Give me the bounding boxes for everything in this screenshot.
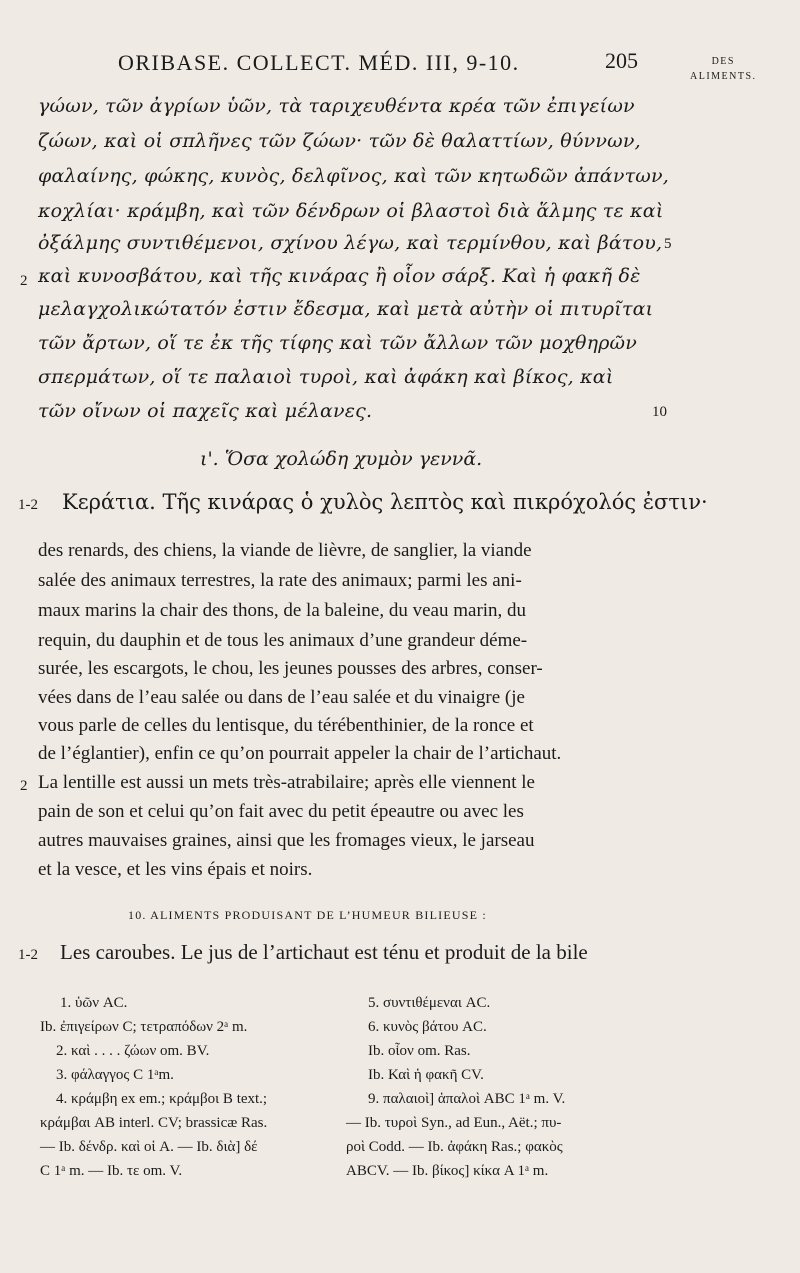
greek-line: τῶν οἴνων οἱ παχεῖς καὶ μέλανες.	[38, 400, 373, 422]
greek-line: σπερμάτων, οἵ τε παλαιοὶ τυροὶ, καὶ ἀφάκη καὶ βίκος, καὶ	[38, 366, 614, 388]
greek-line: κοχλίαι· κράμβη, καὶ τῶν δένδρων οἱ βλαστοὶ διὰ ἅλμης τε καὶ	[38, 200, 664, 222]
french-line: surée, les escargots, le chou, les jeunes pousses des arbres, conser-	[38, 658, 543, 679]
margin-heading	[690, 54, 757, 84]
footnote-right: 9. παλαιοὶ] ἁπαλοὶ ABC 1ᵃ m. V.	[368, 1091, 566, 1107]
footnote-right: Ib. οἷον om. Ras.	[368, 1043, 471, 1059]
greek-section-margin: 1-2	[18, 497, 38, 513]
footnote-left: κράμβαι AB interl. CV; brassicæ Ras.	[40, 1115, 268, 1131]
french-line: vous parle de celles du lentisque, du térébenthinier, de la ronce et	[38, 715, 534, 736]
greek-line: ζώων, καὶ οἱ σπλῆνες τῶν ζώων· τῶν δὲ θαλαττίων, θύννων,	[38, 130, 641, 152]
footnote-left: Ib. ἐπιγείρων C; τετραπόδων 2ᵃ m.	[40, 1019, 248, 1035]
french-section-margin: 1-2	[18, 947, 38, 963]
margin-heading-line-1: DES	[711, 56, 735, 67]
line-number-10: 10	[652, 404, 667, 420]
footnote-right: 6. κυνὸς βάτου AC.	[368, 1019, 487, 1035]
french-section-number-2: 2	[20, 778, 28, 794]
footnote-left: 3. φάλαγγος C 1ᵃm.	[56, 1067, 174, 1083]
french-line: salée des animaux terrestres, la rate des animaux; parmi les ani-	[38, 570, 522, 591]
french-line: et la vesce, et les vins épais et noirs.	[38, 859, 313, 880]
greek-section-heading: ι'. Ὅσα χολώδη χυμὸν γεννᾶ.	[200, 448, 483, 470]
footnote-right: ροὶ Codd. — Ib. ἀφάκη Ras.; φακὸς	[346, 1139, 563, 1155]
french-section-heading: 10. ALIMENTS PRODUISANT DE L’HUMEUR BILIEUSE :	[128, 908, 487, 922]
footnote-left: — Ib. δένδρ. καὶ οἱ A. — Ib. διὰ] δέ	[40, 1139, 258, 1155]
french-line: requin, du dauphin et de tous les animaux d’une grandeur déme-	[38, 630, 528, 651]
line-number-5: 5	[664, 236, 672, 252]
greek-line: καὶ κυνοσβάτου, καὶ τῆς κινάρας ἢ οἷον σάρξ. Καὶ ἡ φακῆ δὲ	[38, 265, 641, 287]
running-header-title: ORIBASE. COLLECT. MÉD. III, 9-10.	[118, 50, 520, 75]
greek-line: μελαγχολικώτατόν ἐστιν ἔδεσμα, καὶ μετὰ αὐτὴν οἱ πιτυρῖται	[38, 298, 654, 320]
footnote-right: — Ib. τυροὶ Syn., ad Eun., Aët.; πυ-	[346, 1115, 562, 1131]
french-line: autres mauvaises graines, ainsi que les fromages vieux, le jarseau	[38, 830, 535, 851]
greek-line: ὀξάλμης συντιθέμενοι, σχίνου λέγω, καὶ τερμίνθου, καὶ βάτου,	[38, 232, 663, 254]
footnote-left: 1. ὑῶν AC.	[60, 995, 128, 1011]
greek-line: τῶν ἄρτων, οἵ τε ἐκ τῆς τίφης καὶ τῶν ἄλλων τῶν μοχθηρῶν	[38, 332, 638, 354]
page-number: 205	[605, 48, 638, 73]
french-section-text: Les caroubes. Le jus de l’artichaut est ténu et produit de la bile	[60, 940, 588, 964]
french-line: La lentille est aussi un mets très-atrabilaire; après elle viennent le	[38, 772, 535, 793]
french-line: des renards, des chiens, la viande de lièvre, de sanglier, la viande	[38, 540, 532, 561]
footnote-left: 4. κράμβη ex em.; κράμβοι B text.;	[56, 1091, 268, 1107]
footnote-left: C 1ᵃ m. — Ib. τε om. V.	[40, 1163, 183, 1179]
french-line: pain de son et celui qu’on fait avec du petit épeautre ou avec les	[38, 801, 524, 822]
section-number-2: 2	[20, 273, 28, 289]
greek-section-text: Κεράτια. Τῆς κινάρας ὁ χυλὸς λεπτὸς καὶ πικρόχολός ἐστιν·	[62, 490, 708, 514]
french-line: maux marins la chair des thons, de la baleine, du veau marin, du	[38, 600, 527, 621]
footnote-right: ABCV. — Ib. βίκος] κίκα A 1ᵃ m.	[346, 1163, 549, 1179]
footnote-left: 2. καὶ . . . . ζώων om. BV.	[56, 1043, 210, 1059]
french-line: vées dans de l’eau salée ou dans de l’eau salée et du vinaigre (je	[38, 687, 525, 708]
greek-line: γώων, τῶν ἀγρίων ὑῶν, τὰ ταριχευθέντα κρέα τῶν ἐπιγείων	[38, 95, 635, 117]
french-line: de l’églantier), enfin ce qu’on pourrait appeler la chair de l’artichaut.	[38, 743, 562, 764]
footnote-right: 5. συντιθέμεναι AC.	[368, 995, 491, 1011]
margin-heading-line-2: ALIMENTS.	[690, 71, 757, 82]
footnote-right: Ib. Καὶ ἡ φακῆ CV.	[368, 1067, 484, 1083]
greek-line: φαλαίνης, φώκης, κυνὸς, δελφῖνος, καὶ τῶν κητωδῶν ἀπάντων,	[38, 165, 669, 187]
